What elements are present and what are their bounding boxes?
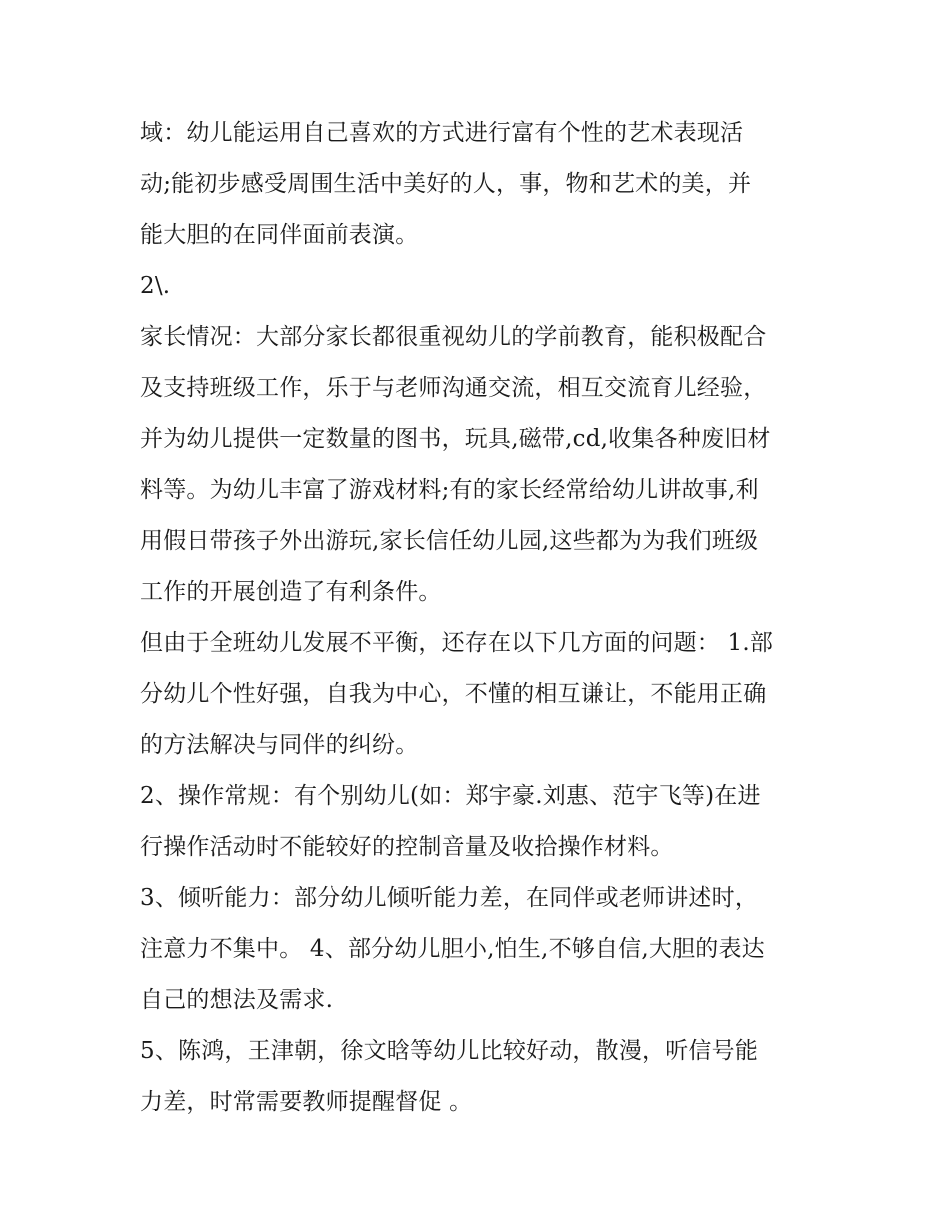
text-line: 5、陈鸿，王津朝，徐文晗等幼儿比较好动，散漫，听信号能 — [140, 1038, 759, 1064]
text-line: 能大胆的在同伴面前表演。 — [140, 222, 419, 248]
text-line: 分幼儿个性好强，自我为中心，不懂的相互谦让，不能用正确 — [140, 681, 767, 707]
document-body — [140, 108, 820, 1128]
text-line: 料等。为幼儿丰富了游戏材料;有的家长经常给幼儿讲故事,利 — [140, 477, 759, 503]
text-line: 用假日带孩子外出游玩,家长信任幼儿园,这些都为为我们班级 — [140, 528, 759, 554]
text-line: 域：幼儿能运用自己喜欢的方式进行富有个性的艺术表现活 — [140, 120, 744, 146]
text-line: 2、操作常规：有个别幼儿(如：郑宇豪.刘惠、范宇飞等)在进 — [140, 783, 761, 809]
text-line: 的方法解决与同伴的纠纷。 — [140, 732, 419, 758]
text-line: 工作的开展创造了有利条件。 — [140, 579, 442, 605]
text-line: 力差，时常需要教师提醒督促 。 — [140, 1089, 473, 1115]
text-line: 但由于全班幼儿发展不平衡，还存在以下几方面的问题： 1.部 — [140, 630, 774, 656]
text-line: 自己的想法及需求. — [140, 987, 334, 1013]
text-line: 注意力不集中。 4、部分幼儿胆小,怕生,不够自信,大胆的表达 — [140, 936, 765, 962]
text-line: 家长情况：大部分家长都很重视幼儿的学前教育，能积极配合 — [140, 324, 767, 350]
text-line: 并为幼儿提供一定数量的图书，玩具,磁带,cd,收集各种废旧材 — [140, 426, 771, 452]
text-line: 及支持班级工作，乐于与老师沟通交流，相互交流育儿经验， — [140, 375, 767, 401]
text-line: 3、倾听能力：部分幼儿倾听能力差，在同伴或老师讲述时， — [140, 885, 759, 911]
text-line: 行操作活动时不能较好的控制音量及收拾操作材料。 — [140, 834, 674, 860]
text-line: 动;能初步感受周围生活中美好的人，事，物和艺术的美，并 — [140, 171, 752, 197]
section-number: 2\. — [140, 273, 171, 299]
